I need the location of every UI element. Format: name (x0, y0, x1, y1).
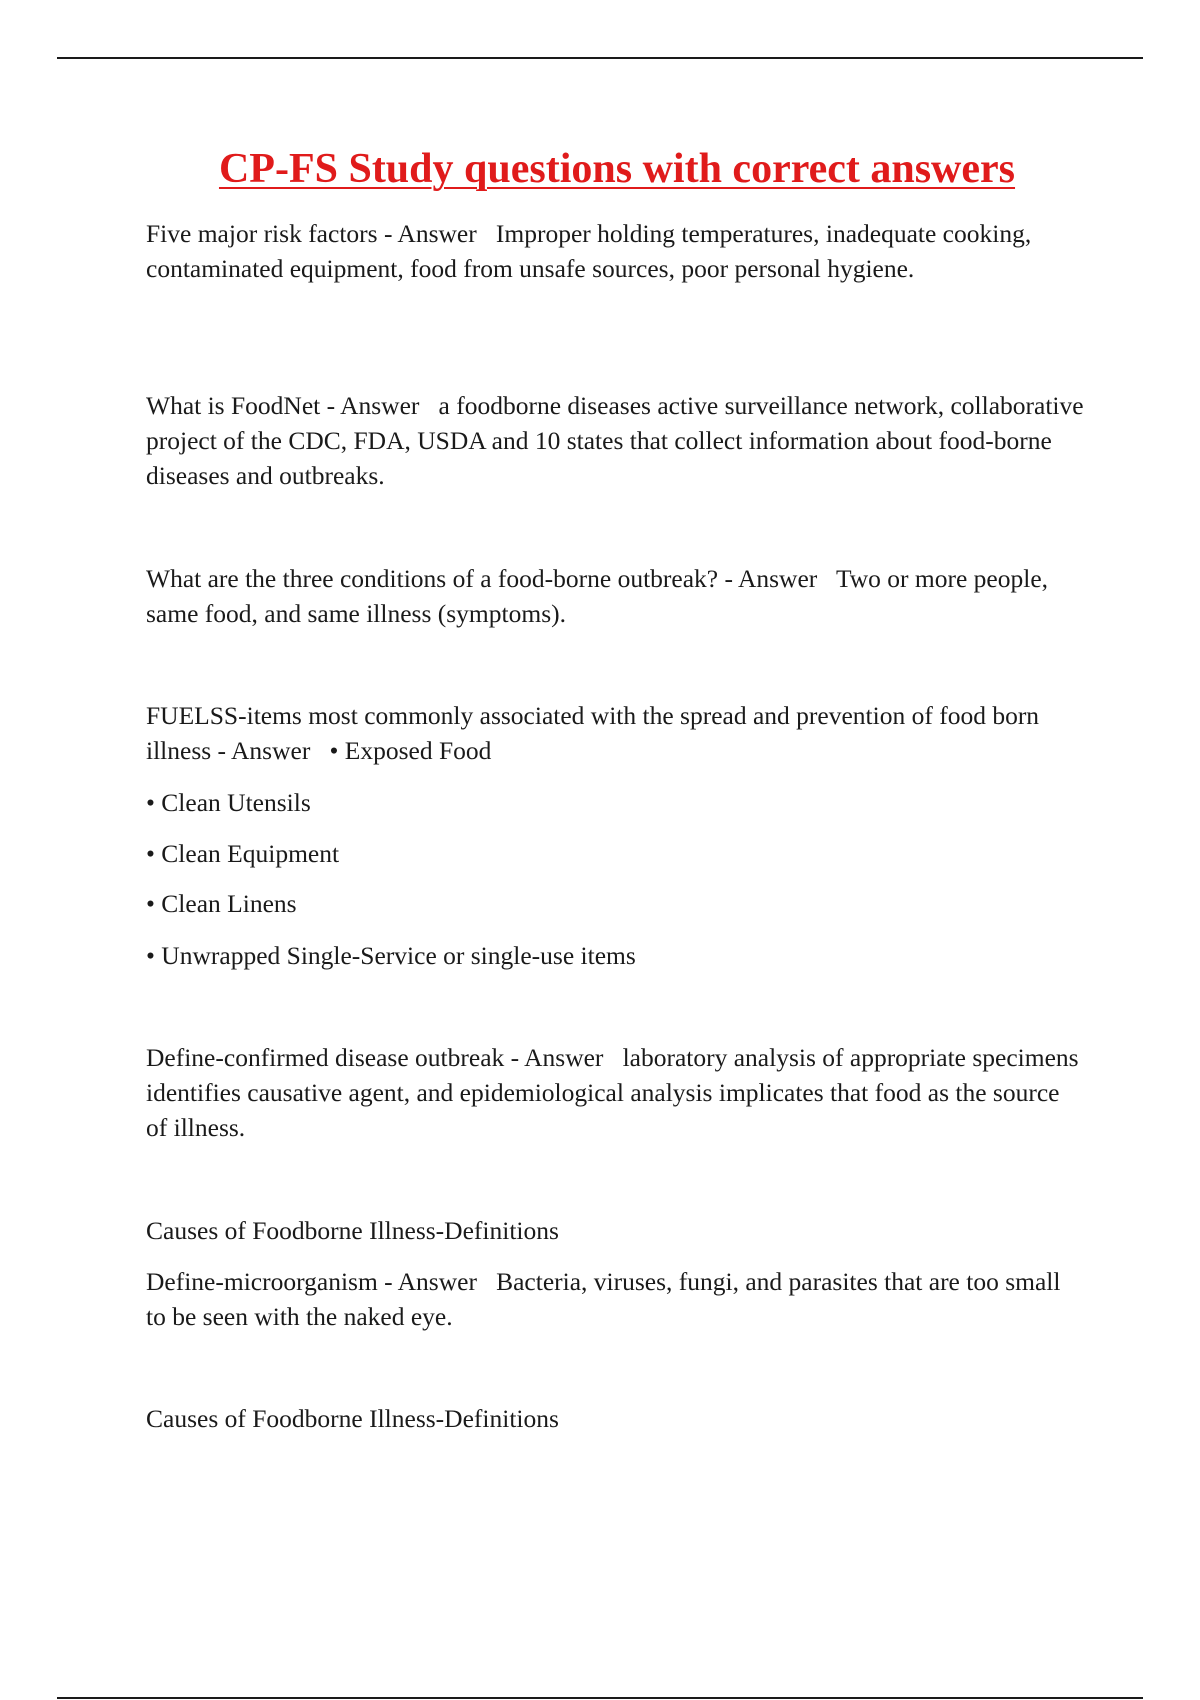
question-text: Define-confirmed disease outbreak (146, 1043, 505, 1072)
section-heading: Causes of Foodborne Illness-Definitions (146, 1404, 559, 1433)
question-text: What are the three conditions of a food-borne outbreak? (146, 564, 719, 593)
answer-text: • Exposed Food (329, 736, 492, 765)
answer-text: Bacteria, viruses, fungi, and parasites that are too small to be seen with the naked eye. (146, 1267, 1061, 1331)
answer-text: Two or more people, same food, and same illness (symptoms). (146, 564, 1049, 628)
answer-label: Answer (397, 1267, 477, 1296)
answer-text: laboratory analysis of appropriate specimens identifies causative agent, and epidemiological analysis implicates that food as the source of illness. (146, 1043, 1079, 1142)
qa-entry-risk-factors: Five major risk factors - Answer Improper holding temperatures, inadequate cooking, contaminated equipment, food from unsafe sources, poor personal hygiene. (146, 219, 1032, 283)
answer-label: Answer (231, 736, 311, 765)
bullet-item: • Unwrapped Single-Service or single-use items (146, 941, 636, 970)
bottom-rule (57, 1697, 1143, 1699)
qa-entry-outbreak-conditions: What are the three conditions of a food-borne outbreak? - Answer Two or more people, same food, and same illness (symptoms). (146, 564, 1049, 628)
question-text: Five major risk factors (146, 219, 378, 248)
qa-entry-foodnet: What is FoodNet - Answer a foodborne diseases active surveillance network, collaborative project of the CDC, FDA, USDA and 10 states that collect information about food-borne diseases and outbreaks. (146, 391, 1084, 490)
bullet-item: • Clean Utensils (146, 788, 311, 817)
document-title: CP-FS Study questions with correct answers (218, 146, 1016, 192)
answer-label: Answer (397, 219, 477, 248)
answer-label: Answer (737, 564, 818, 593)
section-heading: Causes of Foodborne Illness-Definitions (146, 1216, 559, 1245)
answer-text: a foodborne diseases active surveillance network, collaborative project of the CDC, FDA, USDA and 10 states that collect information about food-borne diseases and outbreaks. (146, 391, 1084, 490)
bullet-item: • Clean Linens (146, 889, 297, 918)
question-text: Define-microorganism (146, 1267, 378, 1296)
bullet-item: • Clean Equipment (146, 839, 340, 868)
qa-entry-fuelss: FUELSS-items most commonly associated with the spread and prevention of food born illness - Answer • Exposed Food (146, 701, 1040, 765)
qa-entry-microorganism: Define-microorganism - Answer Bacteria, viruses, fungi, and parasites that are too small to be seen with the naked eye. (146, 1267, 1061, 1331)
answer-text: Improper holding temperatures, inadequate cooking, contaminated equipment, food from unsafe sources, poor personal hygiene. (146, 219, 1032, 283)
answer-label: Answer (340, 391, 420, 420)
question-text: What is FoodNet (146, 391, 321, 420)
top-rule (57, 57, 1143, 59)
qa-entry-confirmed-outbreak: Define-confirmed disease outbreak - Answer laboratory analysis of appropriate specimens identifies causative agent, and epidemiological analysis implicates that food as the source of illness. (146, 1043, 1079, 1142)
question-text: FUELSS-items most commonly associated with the spread and prevention of food born illness (146, 701, 1040, 765)
answer-label: Answer (524, 1043, 604, 1072)
